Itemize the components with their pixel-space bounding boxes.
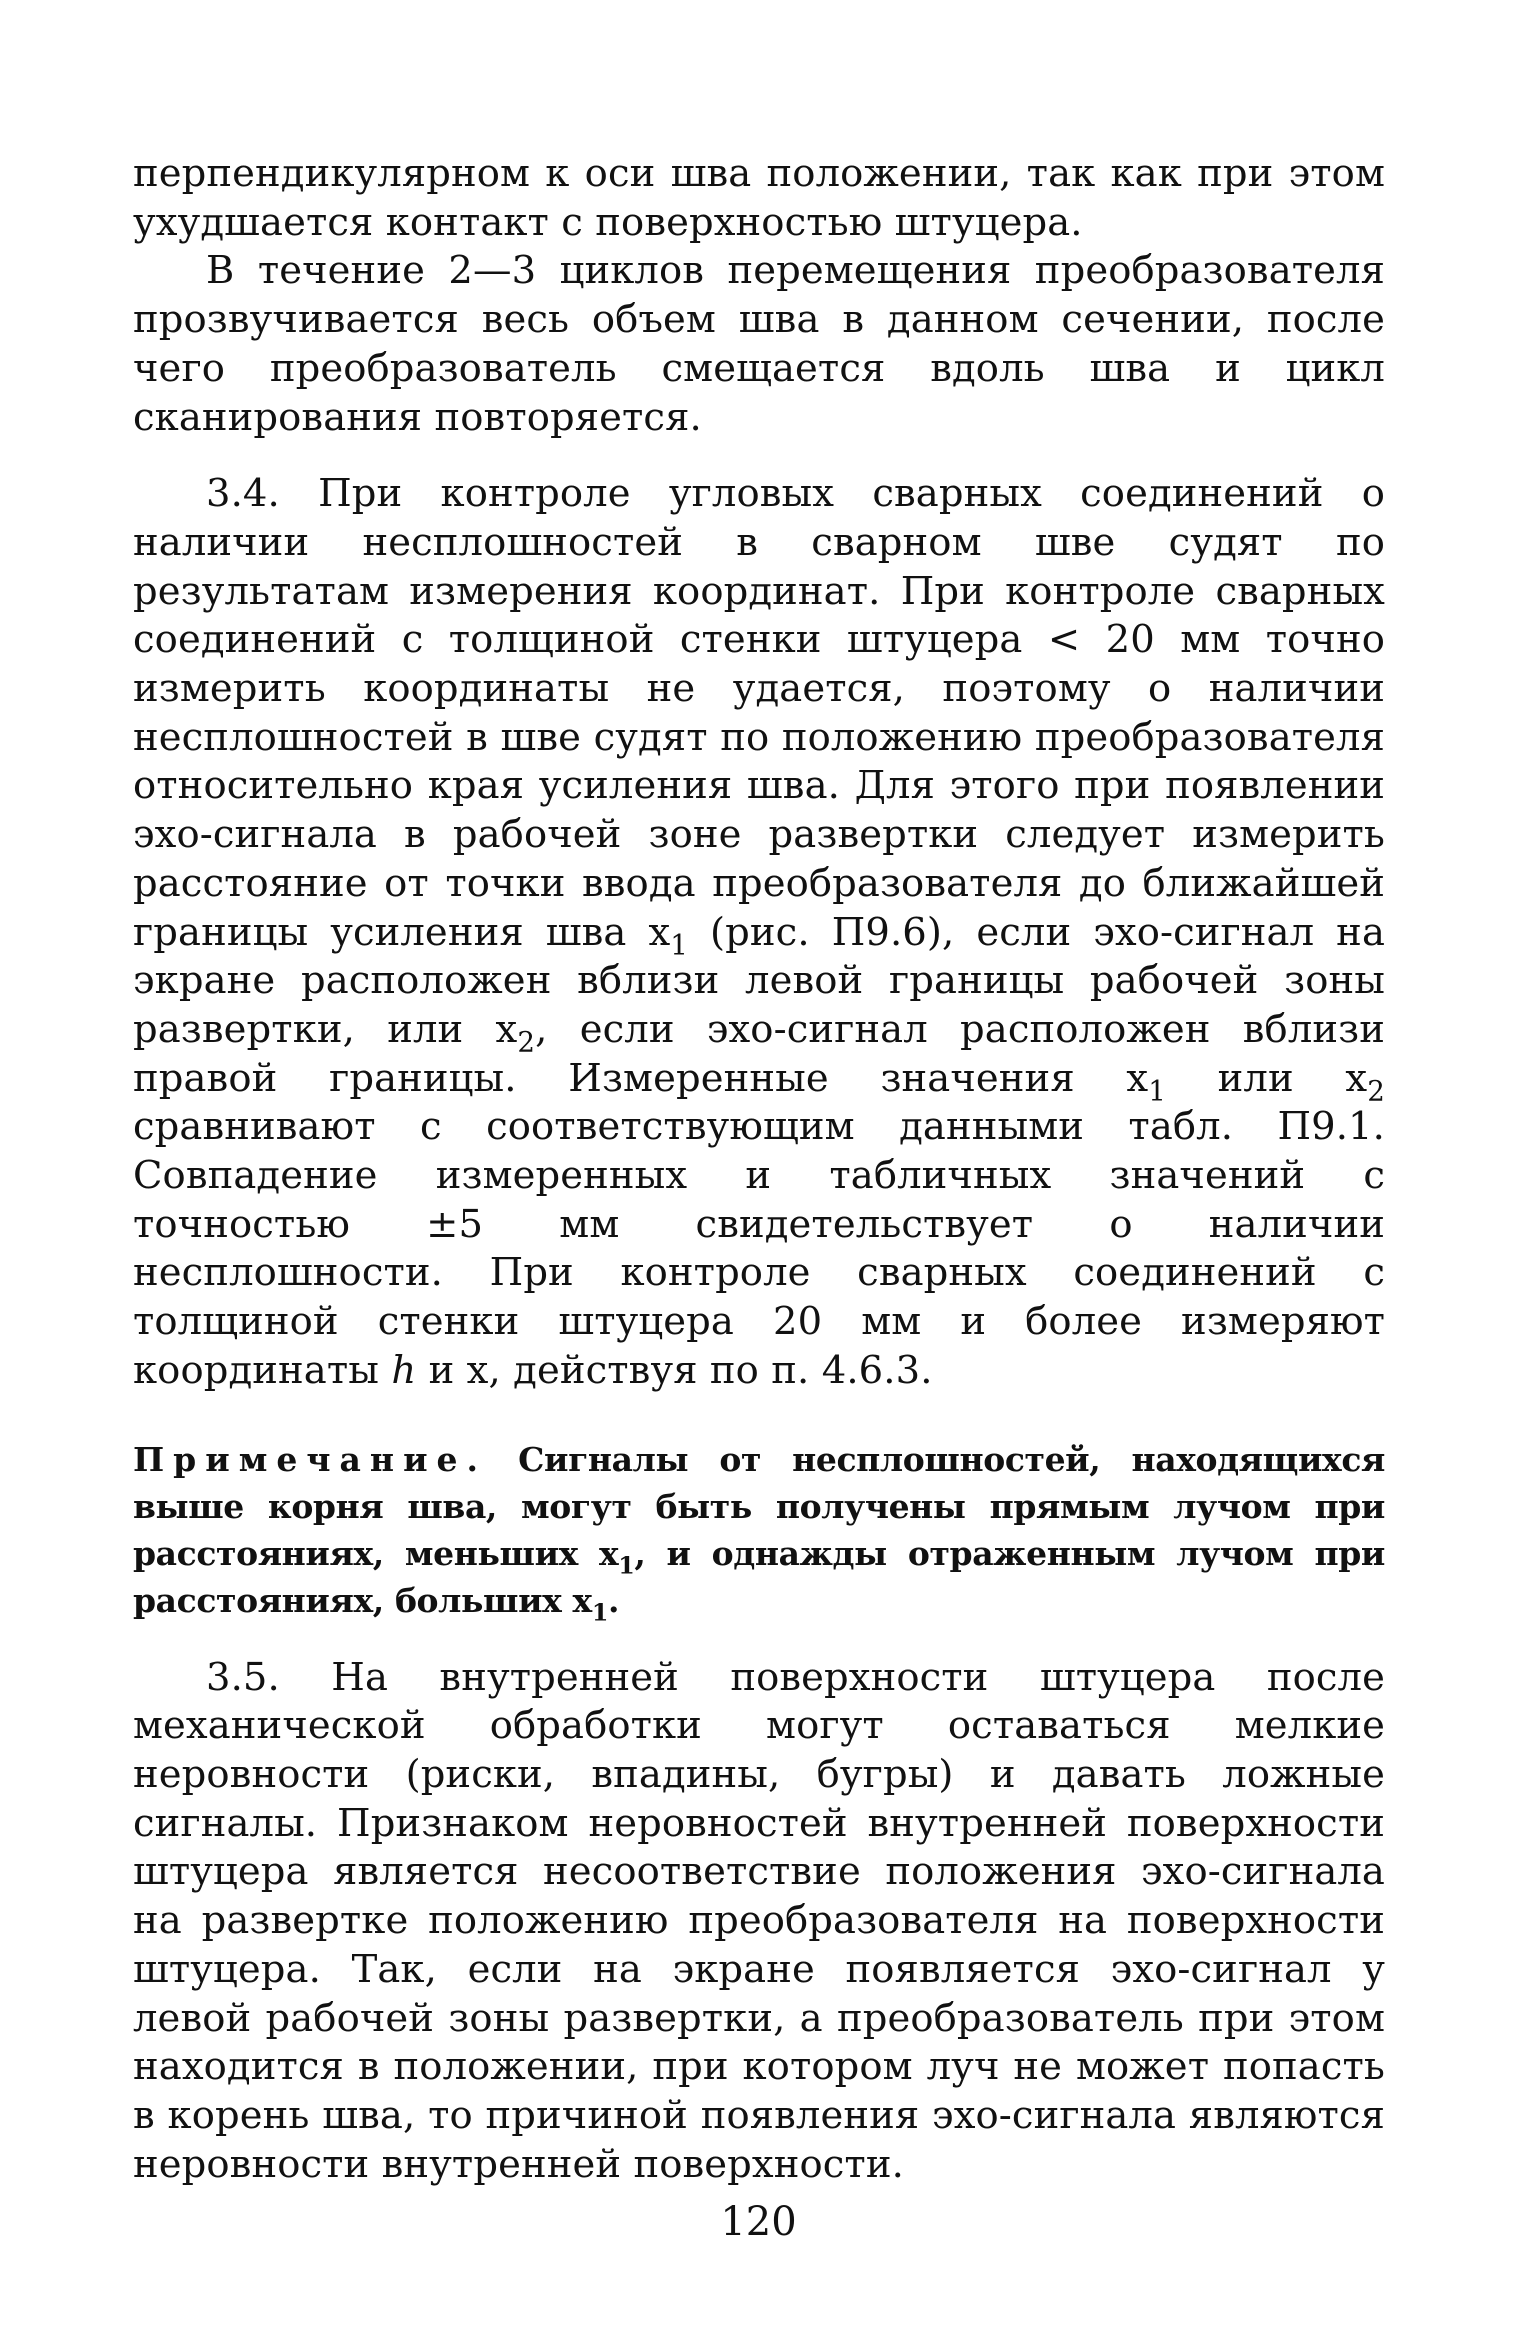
italic-variable: h — [391, 1347, 417, 1393]
paragraph-3-4 — [133, 470, 1385, 1395]
page-number: 120 — [720, 2199, 797, 2245]
text-run: . — [607, 1580, 620, 1620]
subscript: 1 — [1148, 1074, 1166, 1108]
subscript: 1 — [618, 1550, 635, 1579]
text-run: , если эхо-сигнал расположен вблизи правой границы. Измеренные значения х — [133, 1006, 1386, 1101]
text-run: (рис. П9.6), если эхо-сигнал на экране расположен вблизи левой границы рабочей зоны развертки, или х — [133, 909, 1385, 1052]
text-run: и х, действуя по п. 4.6.3. — [416, 1347, 933, 1393]
text-run: 3.4. При контроле угловых сварных соединений о наличии несплошностей в сварном шве судят по результатам измерения координат. При контроле сварных соединений с толщиной стенки штуцера < 20 мм точно измерить координаты не удается, поэтому о наличии несплошностей в шве судят по положению преобразователя относительно края усиления шва. Для этого при появлении эхо-сигнала в рабочей зоне развертки следует измерить расстояние от точки ввода преобразователя до ближайшей границы усиления шва х — [133, 471, 1385, 955]
note-paragraph — [133, 1436, 1385, 1624]
paragraph-3-5: 3.5. На внутренней поверхности штуцера после механической обработки могут оставаться мелкие неровности (риски, впадины, бугры) и давать ложные сигналы. Признаком неровностей внутренней поверхности штуцера является несоответствие положения эхо-сигнала на развертке положению преобразователя на поверхности штуцера. Так, если на экране появляется эхо-сигнал у левой рабочей зоны развертки, а преобразователь при этом находится в положении, при котором луч не может попасть в корень шва, то причиной появления эхо-сигнала являются неровности внутренней поверхности. — [133, 1654, 1385, 2187]
subscript: 1 — [591, 1597, 608, 1626]
subscript: 1 — [670, 928, 689, 962]
text-run: , и однажды отраженным лучом при расстояниях, больших х — [133, 1533, 1385, 1620]
text-run: или х — [1165, 1055, 1368, 1101]
page-body — [133, 150, 1385, 2189]
text-run: сравнивают с соответствующим данными табл. П9.1. Совпадение измеренных и табличных значений с точностью ±5 мм свидетельствует о наличии несплошности. При контроле сварных соединений с толщиной стенки штуцера 20 мм и более измеряют координаты — [133, 1104, 1385, 1393]
text-run: Сигналы от несплошностей, находящихся выше корня шва, могут быть получены прямым лучом при расстояниях, меньших х — [133, 1439, 1385, 1573]
subscript: 2 — [1367, 1074, 1385, 1108]
note-label: Примечание. — [133, 1439, 488, 1479]
paragraph-scan-cycle: В течение 2—3 циклов перемещения преобразователя прозвучивается весь объем шва в данном сечении, после чего преобразователь смещается вдоль шва и цикл сканирования повторяется. — [133, 248, 1385, 440]
paragraph-continuation: перпендикулярном к оси шва положении, так как при этом ухудшается контакт с поверхностью штуцера. — [133, 151, 1385, 245]
subscript: 2 — [517, 1025, 536, 1059]
